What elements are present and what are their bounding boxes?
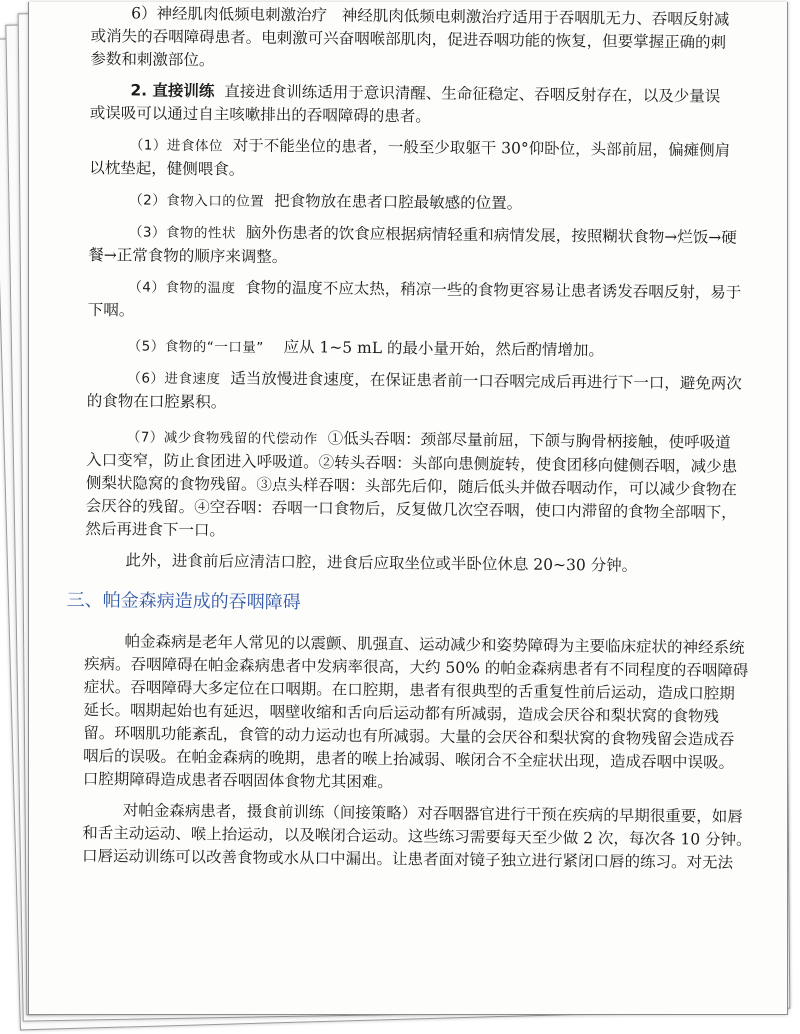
body-line: 以枕垫起，健侧喂食。: [89, 158, 245, 179]
body-line: 或误吸可以通过自主咳嗽排出的吞咽障碍的患者。: [89, 103, 431, 126]
item-3-line: （3）食物的性状 脑外伤患者的饮食应根据病情轻重和病情发展，按照糊状食物→烂饭→硬: [128, 223, 737, 247]
body-line: 口唇运动训练可以改善食物或水从口中漏出。让患者面对镜子独立进行紧闭口唇的练习。对无法: [81, 846, 734, 872]
item-2-line: （2）食物入口的位置 把食物放在患者口腔最敏感的位置。: [129, 191, 523, 213]
item-label: （6）进食速度: [127, 370, 221, 388]
item-label: （3）食物的性状: [128, 224, 237, 242]
body-line: 和舌主动运动、喉上抬运动，以及喉闭合运动。这些练习需要每天至少做 2 次，每次各 10 分钟。: [82, 823, 752, 849]
after-note: 此外，进食前后应清洁口腔，进食后应取坐位或半卧位休息 20~30 分钟。: [125, 551, 638, 575]
body-line: 然后再进食下一口。: [85, 519, 226, 540]
body-line: 对帕金森病患者，摄食前训练（间接策略）对吞咽器官进行干预在疾病的早期很重要，如唇: [122, 801, 743, 826]
item-4-line: （4）食物的温度 食物的温度不应太热，稍凉一些的食物更容易让患者诱发吞咽反射，易于: [128, 278, 742, 302]
body-line: 疾病。吞咽障碍在帕金森病患者中发病率很高，大约 50% 的帕金森病患者有不同程度的吞咽障碍: [83, 654, 749, 680]
body-line: 侧梨状隐窝的食物残留。③点头样吞咽：头部先后仰，随后低头并做吞咽动作，可以减少食物在: [85, 473, 738, 499]
item-label: （4）食物的温度: [128, 279, 236, 297]
body-line: 参数和刺激部位。: [90, 49, 215, 70]
section-paragraph-1: [83, 630, 788, 799]
item-label: （1）进食体位: [129, 137, 223, 155]
body-line: 帕金森病是老年人常见的以震颤、肌强直、运动减少和姿势障碍为主要临床症状的神经系统: [124, 632, 745, 657]
body-line: 会厌谷的残留。④空吞咽：吞咽一口食物后，反复做几次空吞咽，使口内滞留的食物全部咽下，: [85, 496, 737, 522]
item-5-line: （5）食物的“一口量” 应从 1~5 mL 的最小量开始，然后酌情增加。: [127, 338, 605, 360]
body-line: 症状。吞咽障碍大多定位在口咽期。在口腔期，患者有很典型的舌重复性前后运动，造成口腔期: [83, 677, 735, 703]
item-6-line: 6）神经肌肉低频电刺激治疗 神经肌肉低频电刺激治疗适用于吞咽肌无力、吞咽反射减: [131, 4, 730, 29]
body-line: 下咽。: [87, 300, 135, 320]
item-7-line: （7）减少食物残留的代偿动作 ①低头吞咽：颈部尽量前屈，下颌与胸骨柄接触，使呼吸道: [126, 429, 731, 452]
body-line: 口腔期障碍造成患者吞咽固体食物尤其困难。: [82, 769, 393, 792]
book-page: [28, 2, 788, 1015]
direct-training-heading: 2. 直接训练: [130, 81, 215, 101]
page-content: [66, 2, 788, 875]
body-line: 留。环咽肌功能紊乱，食管的动力运动也有所减弱。大量的会厌谷和梨状窝的食物残留会造成吞: [83, 723, 735, 749]
body-line: 的食物在口腔累积。: [86, 391, 227, 412]
body-line: 咽后的误吸。在帕金森病的晚期，患者的喉上抬减弱、喉闭合不全症状出现，造成吞咽中误吸。: [83, 746, 735, 772]
body-line: 入口变窄，防止食团进入呼吸道。②转头吞咽：头部向患侧旋转，使食团移向健侧吞咽，减少患: [86, 450, 738, 476]
section-paragraph-2: [82, 799, 788, 876]
item-label: （7）减少食物残留的代偿动作: [126, 429, 318, 448]
item-6-label: 6）神经肌肉低频电刺激治疗: [131, 4, 328, 25]
body-line: 延长。咽期起始也有延迟，咽壁收缩和舌向后运动都有所减弱，造成会厌谷和梨状窝的食物残: [83, 700, 720, 726]
section-title: 三、帕金森病造成的吞咽障碍: [66, 589, 301, 614]
item-6b-line: （6）进食速度 适当放慢进食速度，在保证患者前一口吞咽完成后再进行下一口，避免两次: [127, 369, 742, 393]
item-label: （2）食物入口的位置: [129, 192, 265, 210]
body-line: 或消失的吞咽障碍患者。电刺激可兴奋咽喉部肌肉，促进吞咽功能的恢复，但要掌握正确的刺: [90, 26, 727, 52]
item-1-line: （1）进食体位 对于不能坐位的患者，一般至少取躯干 30°仰卧位，头部前屈，偏瘫侧肩: [129, 136, 731, 160]
direct-training-line: 2. 直接训练 直接进食训练适用于意识清醒、生命征稳定、吞咽反射存在，以及少量误: [130, 81, 721, 106]
body-line: 餐→正常食物的顺序来调整。: [88, 245, 288, 267]
item-label: （5）食物的“一口量”: [127, 338, 264, 356]
